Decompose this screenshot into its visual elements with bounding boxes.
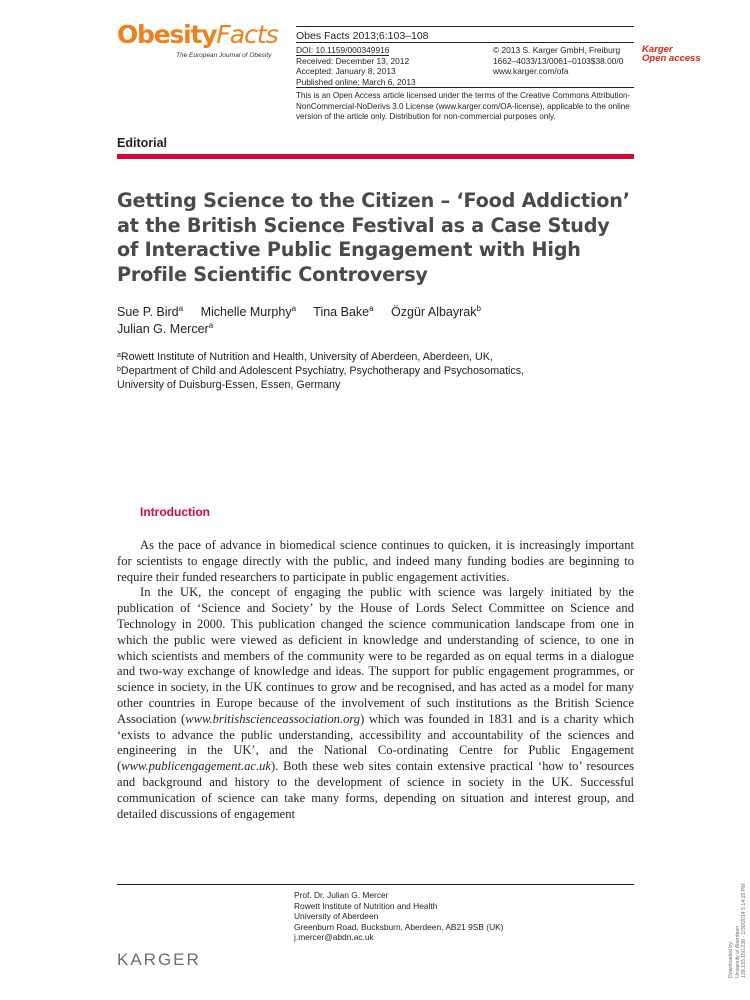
footer-rule (117, 884, 634, 885)
doi-link[interactable]: DOI: 10.1159/000349916 (296, 45, 390, 55)
section-divider-bar (117, 154, 634, 159)
link-british-science-association[interactable]: www.britishscienceassociation.org (185, 711, 361, 726)
author: Michelle Murphy$^a$ (200, 304, 297, 319)
article-dates (296, 45, 416, 87)
journal-website[interactable]: www.karger.com/ofa (493, 66, 569, 77)
corr-email[interactable]: j.mercer@abdn.ac.uk (294, 932, 374, 942)
affiliation: University of Duisburg-Essen, Essen, Germany (117, 379, 341, 392)
header-bottom-rule (296, 87, 634, 88)
journal-logo (117, 22, 278, 47)
license-notice: This is an Open Access article licensed under the terms of the Creative Commons Attribution-NonCommercial-NoDerivs 3.0 License (www.karger.com/OA-license), applicable to the online version of the article only. Distribution for non-commercial purposes only. (296, 91, 631, 122)
corr-university: University of Aberdeen (294, 911, 379, 921)
header-top-rule (296, 26, 634, 27)
published-date: Published online: March 6, 2013 (296, 76, 416, 87)
logo-second: Facts (216, 20, 278, 49)
accepted-date: Accepted: January 8, 2013 (296, 66, 396, 77)
received-date: Received: December 13, 2012 (296, 55, 410, 66)
logo-main: Obesity (117, 20, 217, 49)
article-title: Getting Science to the Citizen – ‘Food Addiction’ at the British Science Festival as a Case Study of Interactive Public Engagement with High Profile Scientific Controversy (117, 189, 630, 286)
section-label: Editorial (117, 136, 168, 150)
author: Sue P. Bird$^a$ (117, 304, 184, 319)
logo-tagline: The European Journal of Obesity (176, 52, 272, 59)
badge-karger: Karger (642, 44, 673, 55)
corr-institute: Rowett Institute of Nutrition and Health (294, 900, 438, 911)
affiliations (117, 350, 637, 393)
paragraph: As the pace of advance in biomedical science continues to quicken, it is increasingly important for scientists to engage directly with the public, and indeed many funding bodies are beginning to require their funded researchers to participate in public engagement activities. (117, 538, 634, 584)
author-list (117, 304, 637, 338)
link-public-engagement[interactable]: www.publicengagement.ac.uk (121, 759, 272, 774)
author: Özgür Albayrak$^b$ (391, 304, 481, 319)
affiliation: $^a$Rowett Institute of Nutrition and Health, University of Aberdeen, Aberdeen, UK, (117, 351, 493, 363)
journal-reference: Obes Facts 2013;6:103–108 (296, 30, 429, 42)
karger-logo: KARGER (117, 950, 201, 969)
badge-open-access: Open access (642, 53, 701, 64)
body-text (117, 538, 634, 822)
paragraph: In the UK, the concept of engaging the public with science was largely initiated by the publication of ‘Science and Society’ by the House of Lords Select Committee on Science and Technology in 2000. This publication changed the science communication landscape from one in which the public were viewed as deficient in knowledge and understanding of science, to one in which scientists and members of the community were to be regarded as on equal terms in a dialogue and two-way exchange of knowledge and ideas. The support for public engagement programmes, or science in society, in the UK continues to grow and be recognised, and has acted as a model for many other countries in Europe because of the involvement of such institutions as the British Science Association (www.britishscienceassociation.org) which was founded in 1831 and is a charity which ‘exists to advance the public understanding, accessibility and accountability of the sciences and engineering in the UK’, and the National Co-ordinating Centre for Public Engagement (www.publicengagement.ac.uk). Both these web sites contain extensive practical ‘how to’ resources and background and history to the development of science in society in the UK. Successful communication of science can take many forms, depending on situation and interest group, and detailed discussions of engagement (117, 585, 634, 821)
introduction-heading: Introduction (140, 505, 210, 519)
download-watermark: Downloaded by: University of Aberdeen 139.133.150.238 - 1/30/2014 5:14:15 PM (728, 883, 747, 978)
correspondence-address (294, 890, 504, 943)
author: Tina Bake$^a$ (313, 304, 374, 319)
affiliation: $^b$Department of Child and Adolescent Psychiatry, Psychotherapy and Psychosomatics, (117, 365, 525, 378)
corr-name: Prof. Dr. Julian G. Mercer (294, 890, 389, 900)
header-mid-rule (296, 42, 634, 43)
corr-address: Greenburn Road, Bucksburn, Aberdeen, AB21 9SB (UK) (294, 921, 504, 932)
author: Julian G. Mercer$^a$ (117, 321, 214, 336)
publisher-info (493, 45, 623, 77)
issn: 1662–4033/13/0061–0103$38.00/0 (493, 55, 624, 66)
copyright: © 2013 S. Karger GmbH, Freiburg (493, 45, 621, 55)
open-access-badge (642, 45, 701, 63)
